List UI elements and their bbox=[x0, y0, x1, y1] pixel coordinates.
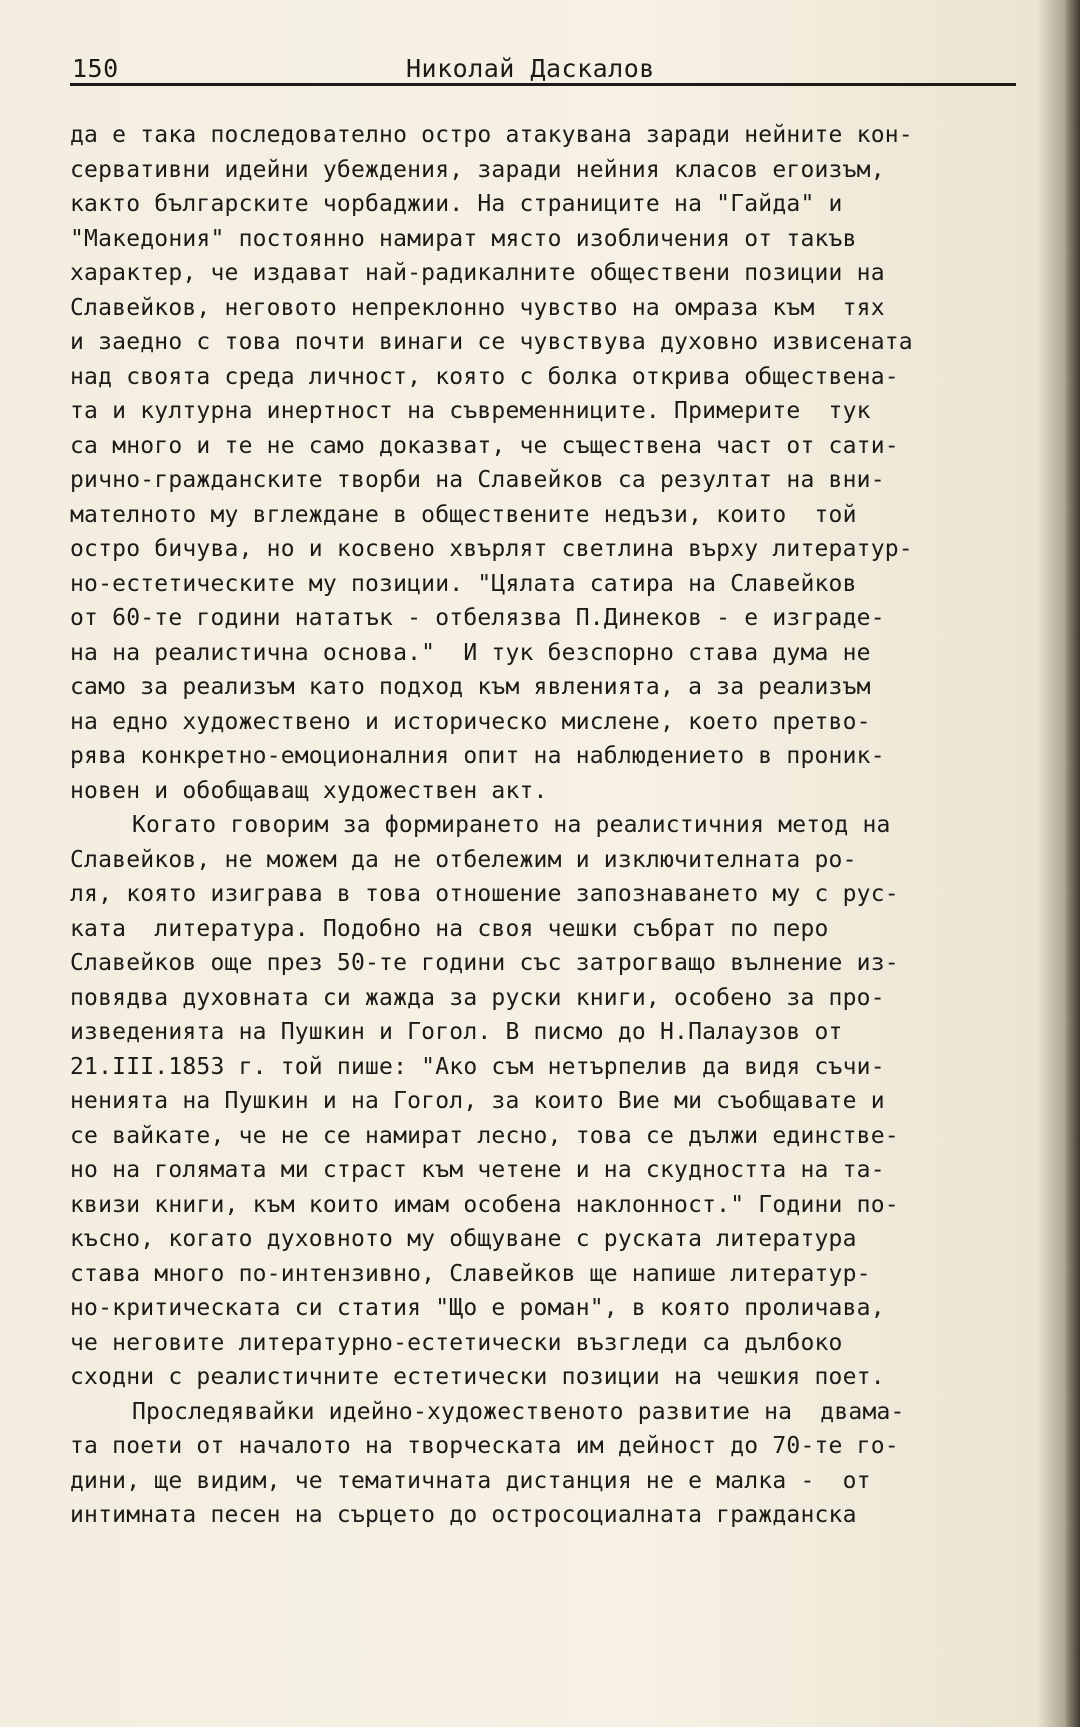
body-text bbox=[70, 118, 1045, 1533]
text-line: та поети от началото на творческата им дейност до 70-те го- bbox=[70, 1433, 899, 1459]
text-line: са много и те не само доказват, че съществена част от сати- bbox=[70, 432, 899, 459]
header-rule bbox=[70, 83, 1016, 86]
text-line: сервативни идейни убеждения, заради нейния класов егоизъм, bbox=[70, 156, 885, 183]
text-line: на на реалистична основа." И тук безспорно става дума не bbox=[70, 639, 871, 666]
page-header bbox=[70, 52, 1012, 86]
text-line: Когато говорим за формирането на реалистичния метод на bbox=[132, 812, 891, 838]
text-line: "Македония" постоянно намират място изобличения от такъв bbox=[70, 225, 857, 252]
text-line: рично-гражданските творби на Славейков са резултат на вни- bbox=[70, 467, 885, 493]
text-line: мателното му вглеждане в обществените недъзи, които той bbox=[70, 501, 857, 528]
text-line: изведенията на Пушкин и Гогол. В писмо до Н.Палаузов от bbox=[70, 1019, 843, 1045]
text-line: става много по-интензивно, Славейков ще напише литератур- bbox=[70, 1260, 871, 1287]
text-line: Славейков още през 50-те години със затрогващо вълнение из- bbox=[70, 950, 899, 976]
text-line: интимната песен на сърцето до остросоциалната гражданска bbox=[70, 1502, 857, 1528]
text-line: както българските чорбаджии. На страниците на "Гайда" и bbox=[70, 191, 843, 217]
text-line: рява конкретно-емоционалния опит на наблюдението в проник- bbox=[70, 743, 885, 769]
text-line: късно, когато духовното му общуване с руската литература bbox=[70, 1226, 857, 1252]
text-line: Славейков, не можем да не отбележим и изключителната ро- bbox=[70, 846, 857, 873]
text-line: ненията на Пушкин и на Гогол, за които Вие ми съобщавате и bbox=[70, 1088, 885, 1114]
running-title: Николай Даскалов bbox=[406, 54, 655, 83]
text-line: но на голямата ми страст към четене и на скудността на та- bbox=[70, 1157, 885, 1183]
text-line: новен и обобщаващ художествен акт. bbox=[70, 777, 548, 804]
text-line: сходни с реалистичните естетически позиции на чешкия поет. bbox=[70, 1364, 885, 1390]
text-line: ката литература. Подобно на своя чешки събрат по перо bbox=[70, 915, 829, 942]
text-line: остро бичува, но и косвено хвърлят светлина върху литератур- bbox=[70, 536, 913, 562]
text-line: та и културна инертност на съвременниците. Примерите тук bbox=[70, 398, 871, 424]
text-line: дини, ще видим, че тематичната дистанция не е малка - от bbox=[70, 1467, 871, 1494]
text-line: но-критическата си статия "Що е роман", в която проличава, bbox=[70, 1295, 885, 1321]
page-edge-shadow bbox=[1066, 0, 1080, 1727]
text-line: на едно художествено и историческо мислене, което претво- bbox=[70, 708, 871, 735]
text-line: но-естетическите му позиции. "Цялата сатира на Славейков bbox=[70, 570, 857, 597]
text-line: повядва духовната си жажда за руски книги, особено за про- bbox=[70, 984, 885, 1011]
text-line: Проследявайки идейно-художественото развитие на двама- bbox=[132, 1398, 905, 1425]
text-line: от 60-те години нататък - отбелязва П.Динеков - е изграде- bbox=[70, 605, 885, 631]
text-line: ля, която изиграва в това отношение запознаването му с рус- bbox=[70, 881, 899, 907]
page-number: 150 bbox=[72, 54, 119, 83]
text-line: се вайкате, че не се намират лесно, това се дължи единстве- bbox=[70, 1122, 899, 1149]
text-line: само за реализъм като подход към явленията, а за реализъм bbox=[70, 674, 871, 700]
text-line: характер, че издават най-радикалните обществени позиции на bbox=[70, 260, 885, 286]
text-line: Славейков, неговото непреклонно чувство на омраза към тях bbox=[70, 294, 885, 321]
text-line: 21.III.1853 г. той пише: "Ако съм нетърпелив да видя съчи- bbox=[70, 1053, 885, 1080]
text-line: и заедно с това почти винаги се чувствува духовно извисената bbox=[70, 329, 913, 355]
text-line: да е така последователно остро атакувана заради нейните кон- bbox=[70, 122, 913, 148]
text-line: над своята среда личност, която с болка открива обществена- bbox=[70, 363, 899, 390]
text-line: квизи книги, към които имам особена наклонност." Години по- bbox=[70, 1191, 899, 1218]
text-line: че неговите литературно-естетически възгледи са дълбоко bbox=[70, 1329, 843, 1356]
